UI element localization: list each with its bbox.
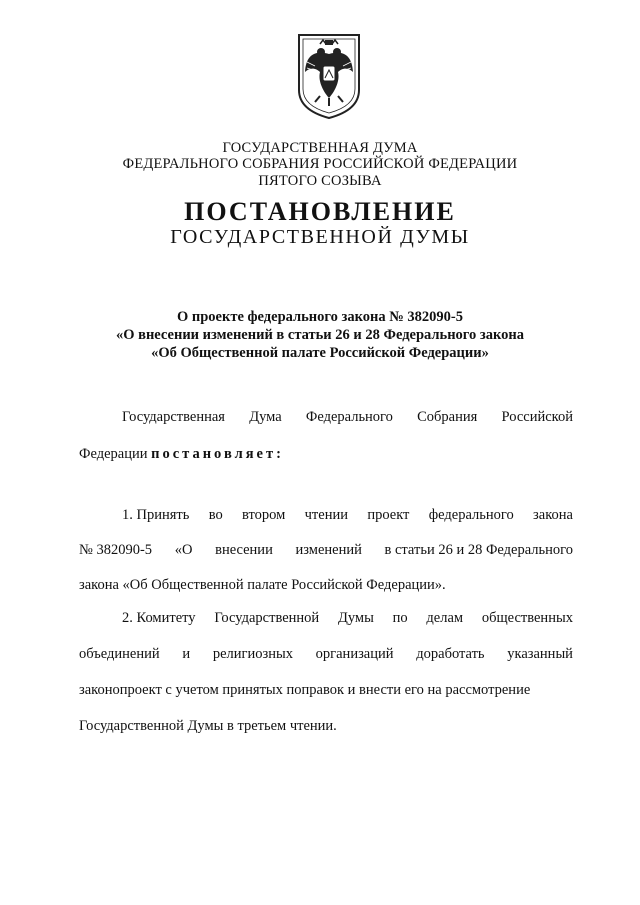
word: по [392,610,408,626]
item1-line-1 [122,507,573,524]
word: общественных [481,610,573,626]
word: Собрания [417,409,478,425]
item1-line-3: закона «Об Общественной палате Российской Федерации». [79,577,446,593]
word: 2. Комитету [122,610,196,626]
word: закона [533,507,573,523]
word: федерального [428,507,514,523]
word: во [208,507,223,523]
word: изменений [295,542,362,558]
item2-line-4: Государственной Думы в третьем чтении. [79,718,337,734]
word: доработать [416,646,485,662]
word: Российской [501,409,573,425]
coat-of-arms-icon [296,32,362,120]
subject-line-1: О проекте федерального закона № 382090-5 [176,309,464,325]
word: «О [174,542,193,558]
header-line-1: ГОСУДАРСТВЕННАЯ ДУМА [222,140,418,156]
word: проект [367,507,410,523]
item2-line-3: законопроект с учетом принятых поправок и внести его на рассмотрение [79,682,531,698]
word: № 382090-5 [79,542,153,558]
word: Государственной [214,610,320,626]
word: религиозных [212,646,293,662]
word: указанный [507,646,573,662]
document-subtitle: ГОСУДАРСТВЕННОЙ ДУМЫ [170,226,470,248]
word: Федерального [305,409,393,425]
subject-line-2: «О внесении изменений в статьи 26 и 28 Федерального закона [115,327,525,343]
word: объединений [79,646,160,662]
preamble-text: Федерации [79,446,148,462]
word: внесении [215,542,273,558]
word: в статьи 26 и 28 Федерального [384,542,573,558]
item1-line-2 [79,542,573,559]
word: организаций [315,646,394,662]
item2-line-2 [79,646,573,663]
word: 1. Принять [122,507,190,523]
header-line-2: ФЕДЕРАЛЬНОГО СОБРАНИЯ РОССИЙСКОЙ ФЕДЕРАЦИИ [122,156,518,172]
word: делам [426,610,464,626]
word: и [182,646,191,662]
word: Думы [337,610,374,626]
document-title: ПОСТАНОВЛЕНИЕ [184,197,456,226]
preamble-line-2 [79,446,573,463]
item2-line-1 [122,610,573,627]
word: Дума [249,409,282,425]
resolves-word: постановляет: [151,446,284,462]
word: Государственная [122,409,225,425]
preamble-line-1 [122,409,573,426]
word: чтении [304,507,348,523]
subject-line-3: «Об Общественной палате Российской Федерации» [151,345,489,361]
header-line-3: ПЯТОГО СОЗЫВА [258,173,382,189]
word: втором [242,507,286,523]
